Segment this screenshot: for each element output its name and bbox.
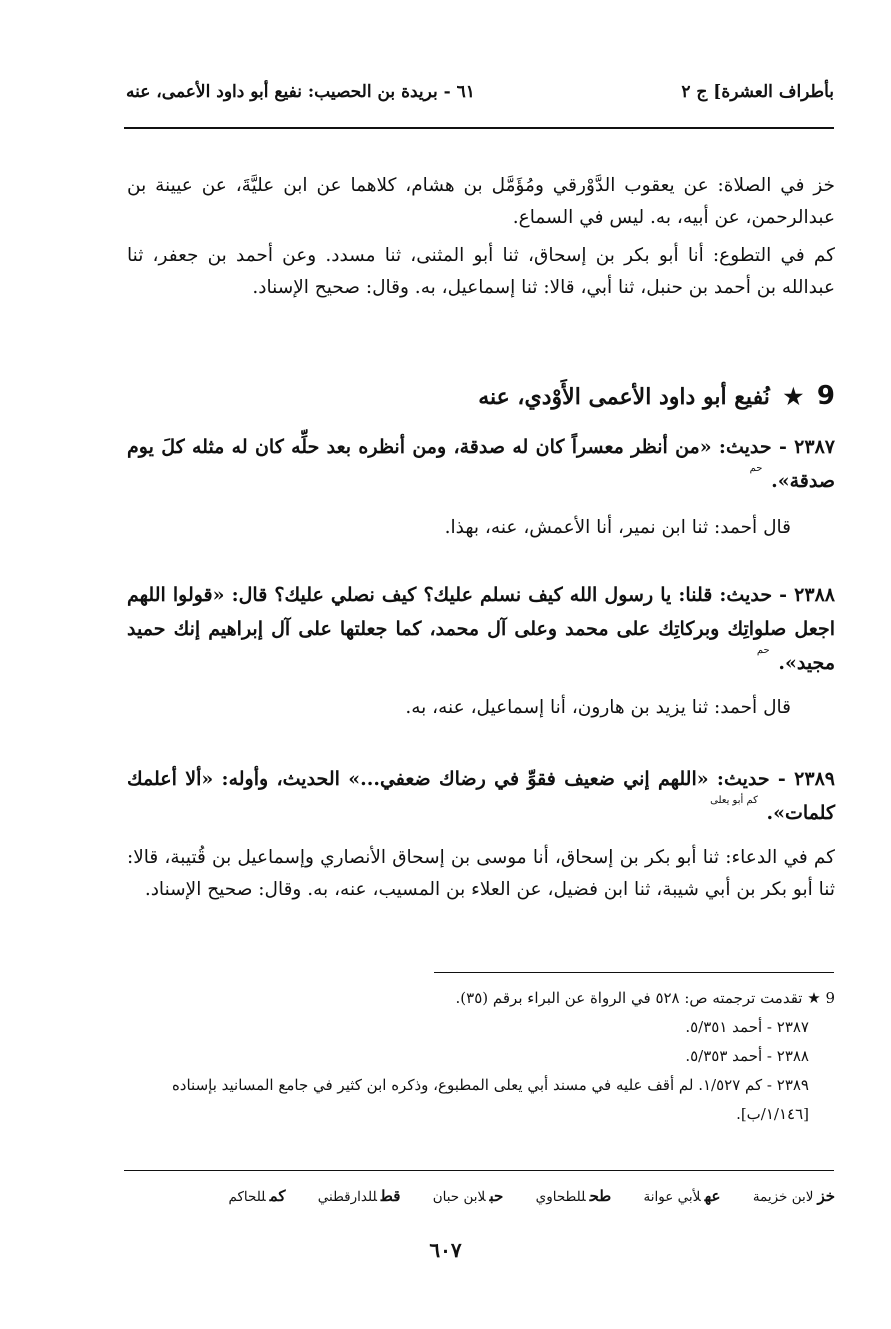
hadith-source: قال أحمد: ثنا ابن نمير، أنا الأعمش، عنه، بهذا. [444, 517, 791, 538]
footnotes [127, 984, 835, 1129]
intro-text [127, 170, 835, 304]
abbr-item: حبلابن حبان [432, 1187, 504, 1205]
header-book-title: بأطراف العشرة] ج ٢ [681, 82, 834, 102]
footnote-item: 9 ★ تقدمت ترجمته ص: ٥٢٨ في الرواة عن البراء برقم (٣٥). [455, 989, 835, 1007]
hadith-number: ٢٣٨٩ [794, 768, 835, 790]
hadith-text: - حديث: «اللهم إني ضعيف فقوِّ في رضاك ضعفي...» الحديث، وأوله: «ألا أعلمك كلمات». [127, 768, 835, 824]
source-marker: حم [756, 645, 770, 656]
paragraph-khuzaymah: خز في الصلاة: عن يعقوب الدَّوْرقي ومُؤَمَّل بن هشام، كلاهما عن ابن عليَّةَ، عن عيينة بن عبدالرحمن، عن أبيه، به. ليس في السماع. [127, 175, 835, 228]
paragraph-hakim: كم في التطوع: أنا أبو بكر بن إسحاق، ثنا أبو المثنى، ثنا مسدد. وعن أحمد بن جعفر، ثنا عبدالله بن أحمد بن حنبل، ثنا أبي، قالا: ثنا إسماعيل، به. وقال: صحيح الإسناد. [127, 245, 835, 298]
narrator-name: نُفيع أبو داود الأعمى الأَوْدي، عنه [478, 384, 770, 410]
abbr-item: طحللطحاوي [535, 1187, 612, 1205]
header-chapter-title: ٦١ - بريدة بن الحصيب: نفيع أبو داود الأعمى، عنه [126, 82, 475, 102]
abbreviations-rule [124, 1170, 834, 1171]
abbr-item: قطللدارقطني [317, 1187, 401, 1205]
abbr-item: خزلابن خزيمة [752, 1187, 835, 1205]
source-marker: حم [749, 463, 763, 474]
hadith-source: كم في الدعاء: ثنا أبو بكر بن إسحاق، أنا موسى بن إسحاق الأنصاري وإسماعيل بن قُتيبة، قالا: ثنا أبو بكر بن أبي شيبة، ثنا ابن فضيل، عن العلاء بن المسيب، عنه، به. وقال: صحيح الإسناد. [127, 847, 835, 900]
hadith-2387 [127, 430, 835, 544]
abbreviations-key [127, 1187, 835, 1205]
hadith-text: - حديث: قلنا: يا رسول الله كيف نسلم عليك؟ كيف نصلي عليك؟ قال: «قولوا اللهم اجعل صلواتِك وبركاتِك على محمد وعلى آل محمد، كما جعلتها على آل إبراهيم إنك حميد مجيد». [127, 584, 835, 674]
source-marker: كم أبو يعلى [710, 795, 758, 806]
hadith-number: ٢٣٨٨ [794, 584, 835, 606]
abbr-item: كمللحاكم [228, 1187, 286, 1205]
hadith-source: قال أحمد: ثنا يزيد بن هارون، أنا إسماعيل، عنه، به. [405, 697, 791, 718]
narrator-number: 9 [816, 381, 835, 411]
narrator-heading [127, 378, 835, 415]
hadith-number: ٢٣٨٧ [794, 436, 835, 458]
star-icon: ★ [783, 384, 804, 410]
abbr-item: عهلأبي عوانة [643, 1187, 721, 1205]
running-header [126, 82, 834, 116]
footnote-item: ٢٣٨٨ - أحمد ٥/٣٥٣. [685, 1047, 809, 1065]
hadith-text: - حديث: «من أنظر معسراً كان له صدقة، ومن أنظره بعد حلِّه كان له مثله كلَ يوم صدقة». [127, 436, 835, 492]
hadith-2388 [127, 578, 835, 724]
footnote-item: ٢٣٨٩ - كم ١/٥٢٧. لم أقف عليه في مسند أبي يعلى المطبوع، وذكره ابن كثير في جامع المسانيد بإسناده [١/١٤٦/ب]. [171, 1076, 809, 1123]
header-rule [124, 127, 834, 129]
footnote-rule [434, 972, 834, 973]
page-number: ٦٠٧ [429, 1238, 462, 1262]
hadith-2389 [127, 762, 835, 906]
footnote-item: ٢٣٨٧ - أحمد ٥/٣٥١. [685, 1018, 809, 1036]
